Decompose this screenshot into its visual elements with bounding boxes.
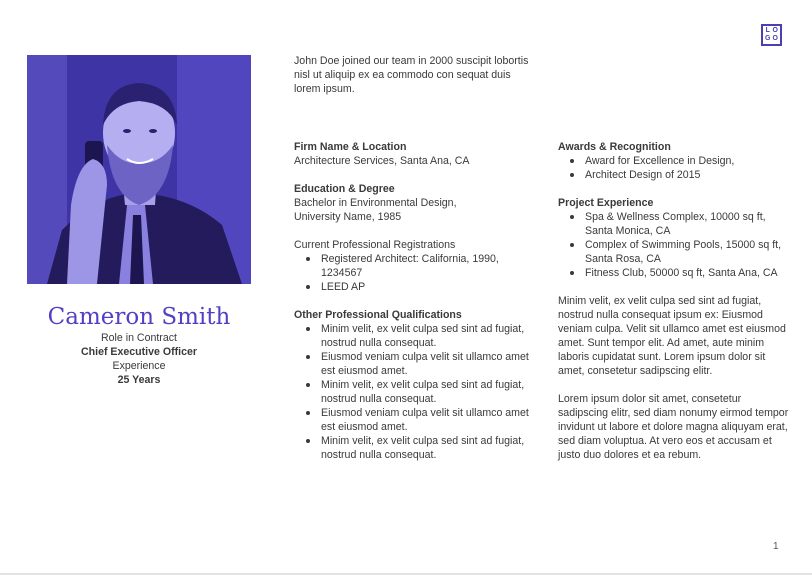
list-item: Minim velit, ex velit culpa sed sint ad fugiat, nostrud nulla consequat.: [294, 434, 534, 462]
list-item: Award for Excellence in Design,: [558, 154, 790, 168]
list-item: LEED AP: [294, 280, 534, 294]
qualifications-list: [294, 322, 534, 462]
list-item: Complex of Swimming Pools, 15000 sq ft, Santa Rosa, CA: [558, 238, 790, 266]
logo-letter: L: [765, 27, 770, 34]
body-paragraph: Minim velit, ex velit culpa sed sint ad fugiat, nostrud nulla consequat ipsum ex: Eiusmod veniam culpa. Velit sit ullamco amet est eiusmod amet. Sunt tempor elit. Ad amet, aute minim laboris cupidatat sunt. Lorem ipsum dolor sit amet, consetetur sadipscing elitr.: [558, 295, 786, 377]
list-item: Registered Architect: California, 1990, 1234567: [294, 252, 534, 280]
list-item: Spa & Wellness Complex, 10000 sq ft, Santa Monica, CA: [558, 210, 790, 238]
logo-letter: G: [765, 35, 771, 42]
page-number: 1: [773, 541, 779, 552]
firm-title: Firm Name & Location: [294, 141, 407, 153]
firm-value: Architecture Services, Santa Ana, CA: [294, 155, 470, 167]
list-item: Eiusmod veniam culpa velit sit ullamco amet est eiusmod amet.: [294, 350, 534, 378]
experience-value: 25 Years: [117, 374, 161, 386]
profile-photo-illustration: [27, 55, 251, 284]
role-label: Role in Contract: [101, 332, 177, 344]
list-item: Fitness Club, 50000 sq ft, Santa Ana, CA: [558, 266, 790, 280]
education-title: Education & Degree: [294, 183, 395, 195]
awards-list: [558, 154, 790, 182]
list-item: Eiusmod veniam culpa velit sit ullamco amet est eiusmod amet.: [294, 406, 534, 434]
person-meta: [27, 331, 251, 387]
education-line: University Name, 1985: [294, 211, 402, 223]
logo-mark: [761, 24, 782, 46]
experience-label: Experience: [112, 360, 166, 372]
right-column: [558, 140, 790, 462]
logo-letter: O: [772, 27, 778, 34]
education-line: Bachelor in Environmental Design,: [294, 197, 457, 209]
awards-title: Awards & Recognition: [558, 141, 671, 153]
profile-photo: [27, 55, 251, 284]
registrations-list: [294, 252, 534, 294]
registrations-title: Current Professional Registrations: [294, 239, 456, 251]
projects-title: Project Experience: [558, 197, 654, 209]
person-name: Cameron Smith: [47, 304, 231, 330]
logo-letter: O: [772, 35, 778, 42]
qualifications-title: Other Professional Qualifications: [294, 309, 462, 321]
projects-list: [558, 210, 790, 280]
list-item: Minim velit, ex velit culpa sed sint ad fugiat, nostrud nulla consequat.: [294, 322, 534, 350]
body-paragraph: Lorem ipsum dolor sit amet, consetetur sadipscing elitr, sed diam nonumy eirmod tempor invidunt ut labore et dolore magna aliquyam erat, sed diam voluptua. At vero eos et accusam et justo duo dolores et ea rebum.: [558, 393, 789, 461]
middle-column: [294, 140, 534, 462]
intro-paragraph: John Doe joined our team in 2000 suscipit lobortis nisl ut aliquip ex ea commodo con sequat duis lorem ipsum.: [294, 55, 529, 95]
list-item: Architect Design of 2015: [558, 168, 790, 182]
list-item: Minim velit, ex velit culpa sed sint ad fugiat, nostrud nulla consequat.: [294, 378, 534, 406]
role-value: Chief Executive Officer: [81, 346, 197, 358]
